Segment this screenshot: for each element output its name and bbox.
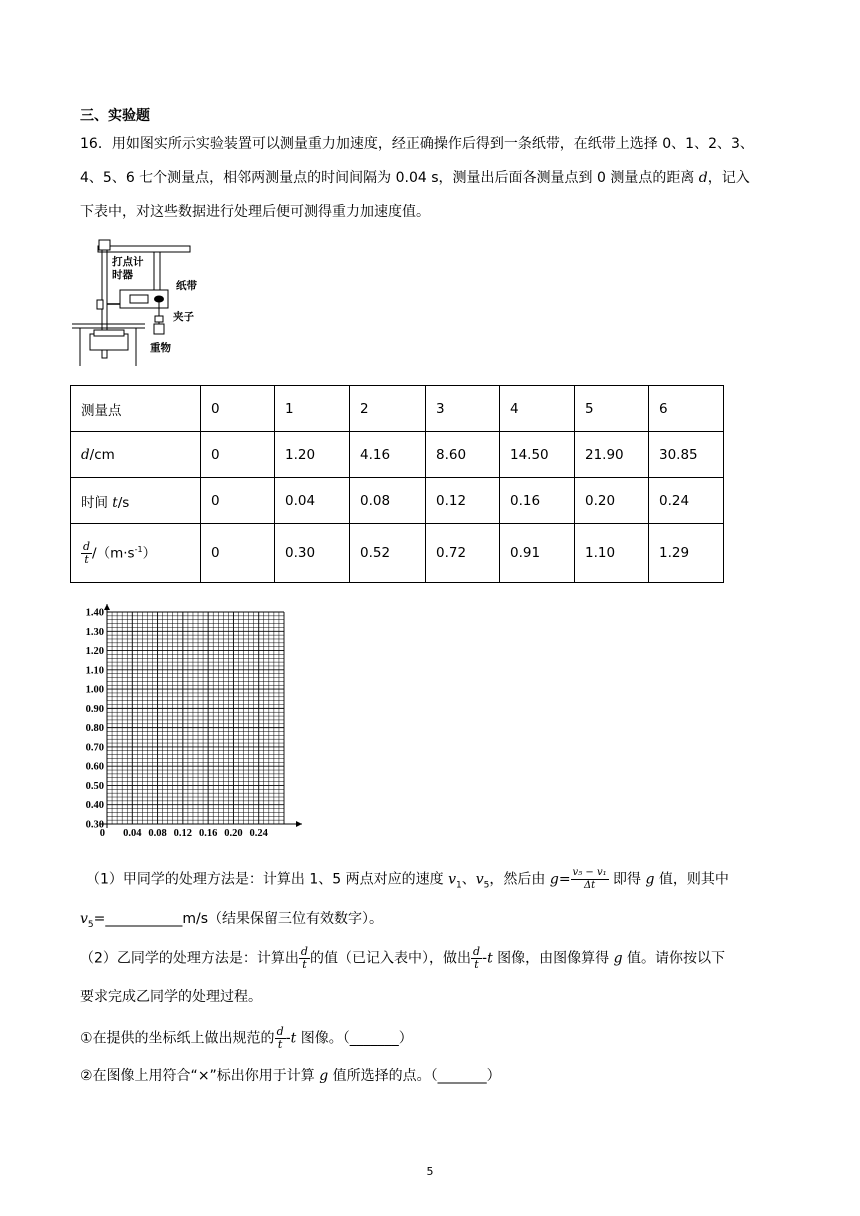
fraction-d-over-t: $\frac{d}{t}$ xyxy=(83,539,91,566)
x-tick-label: 0.12 xyxy=(173,828,193,839)
table-cell: 14.50 xyxy=(500,432,575,478)
table-cell: 0 xyxy=(201,432,275,478)
apparatus-label-tape: 纸带 xyxy=(176,280,197,292)
table-row xyxy=(71,386,724,432)
y-tick-label: 0.70 xyxy=(85,742,104,754)
table-cell: 4.16 xyxy=(350,432,426,478)
question-line-3: 下表中，对这些数据进行处理后便可测得重力加速度值。 xyxy=(80,204,430,220)
y-tick-label: 0.80 xyxy=(85,723,104,735)
table-cell: 0.12 xyxy=(426,478,500,524)
item1-marker: ① xyxy=(80,1030,93,1047)
part2-line-2: 要求完成乙同学的处理过程。 xyxy=(80,989,262,1005)
table-cell: 1 xyxy=(275,386,350,432)
apparatus-label-weight: 重物 xyxy=(150,342,171,354)
table-cell: 0.04 xyxy=(275,478,350,524)
table-cell: 2 xyxy=(350,386,426,432)
x-axis-arrow xyxy=(296,821,302,827)
row-header: d/cm xyxy=(71,432,201,478)
y-tick-label: 0.30 xyxy=(85,819,104,831)
item1-line: ①在提供的坐标纸上做出规范的 $\frac{d}{t}$ -t 图像。（_______） xyxy=(80,1025,413,1051)
y-tick-label: 1.30 xyxy=(85,626,104,638)
x-tick-label: 0 xyxy=(99,828,105,839)
fraction-d-over-t: $\frac{d}{t}$ xyxy=(276,1025,284,1051)
y-tick-label: 1.40 xyxy=(85,607,104,619)
table-cell: 0.91 xyxy=(500,524,575,583)
part1-line-1: （1）甲同学的处理方法是：计算出 1、5 两点对应的速度 $v_1$、$v_5$，然后由 g= $\frac{\text{v₅ − v₁}}{\Delta t}$ 即得 g 值，则其中 xyxy=(86,867,729,891)
table-row xyxy=(71,524,724,583)
item2-marker: ② xyxy=(80,1068,93,1084)
apparatus-label-clip: 夹子 xyxy=(173,311,194,323)
y-tick-label: 0.60 xyxy=(85,761,104,773)
table-cell: 4 xyxy=(500,386,575,432)
fraction-g-formula: $\frac{\text{v₅ − v₁}}{\Delta t}$ xyxy=(572,867,607,891)
table-cell: 0.72 xyxy=(426,524,500,583)
y-tick-label: 0.50 xyxy=(85,780,104,792)
y-tick-label: 1.10 xyxy=(85,665,104,677)
y-tick-label: 0.40 xyxy=(85,800,104,812)
table-cell: 0 xyxy=(201,386,275,432)
table-cell: 21.90 xyxy=(575,432,649,478)
data-table xyxy=(70,385,724,583)
table-cell: 0.52 xyxy=(350,524,426,583)
table-cell: 1.29 xyxy=(649,524,724,583)
question-line-1: 16．用如图实所示实验装置可以测量重力加速度，经正确操作后得到一条纸带，在纸带上选择 0、1、2、3、 xyxy=(80,136,754,152)
table-cell: 0.24 xyxy=(649,478,724,524)
table-cell: 3 xyxy=(426,386,500,432)
apparatus-label-timer: 打点计 时器 xyxy=(112,256,144,281)
table-cell: 0.08 xyxy=(350,478,426,524)
table-cell: 1.10 xyxy=(575,524,649,583)
section-title: 三、实验题 xyxy=(80,108,150,124)
row-header: 测量点 xyxy=(71,386,201,432)
graph-paper-chart[interactable] xyxy=(70,596,310,846)
question-line-2: 4、5、6 七个测量点，相邻两测量点的时间间隔为 0.04 s，测量出后面各测量点到 0 测量点的距离 d，记入 xyxy=(80,170,750,186)
x-tick-label: 0.04 xyxy=(123,828,142,839)
item2-line: ②在图像上用符合“×”标出你用于计算 g 值所选择的点。（_______） xyxy=(80,1068,501,1084)
row-header: 时间 t/s xyxy=(71,478,201,524)
table-cell: 0.20 xyxy=(575,478,649,524)
x-tick-label: 0.24 xyxy=(249,828,268,839)
table-cell: 6 xyxy=(649,386,724,432)
table-cell: 5 xyxy=(575,386,649,432)
table-cell: 0 xyxy=(201,478,275,524)
y-axis-arrow xyxy=(104,604,110,610)
x-tick-label: 0.20 xyxy=(224,828,243,839)
table-cell: 0 xyxy=(201,524,275,583)
part1-line-2: $v_5=\_\_\_\_\_\_\_\_\_\_\_m/s$（结果保留三位有效数字）。 xyxy=(80,911,384,930)
table-row xyxy=(71,432,724,478)
page-number: 5 xyxy=(426,1165,434,1178)
table-cell: 0.16 xyxy=(500,478,575,524)
fraction-d-over-t: $\frac{d}{t}$ xyxy=(300,945,308,971)
row-header: $\frac{d}{t}$ $/(m\cdot s^{-1})$ xyxy=(71,524,201,583)
table-cell: 8.60 xyxy=(426,432,500,478)
y-tick-label: 0.90 xyxy=(85,703,104,715)
table-cell: 30.85 xyxy=(649,432,724,478)
y-tick-label: 1.00 xyxy=(85,684,104,696)
x-tick-label: 0.16 xyxy=(198,828,218,839)
y-tick-label: 1.20 xyxy=(85,646,104,658)
table-row xyxy=(71,478,724,524)
part2-line-1: （2）乙同学的处理方法是：计算出 $\frac{d}{t}$ 的值（已记入表中），做出 $\frac{d}{t}$ -t 图像，由图像算得 g 值。请你按以下 xyxy=(80,945,726,971)
x-tick-label: 0.08 xyxy=(148,828,167,839)
fraction-d-over-t: $\frac{d}{t}$ xyxy=(472,945,481,971)
table-cell: 1.20 xyxy=(275,432,350,478)
table-cell: 0.30 xyxy=(275,524,350,583)
